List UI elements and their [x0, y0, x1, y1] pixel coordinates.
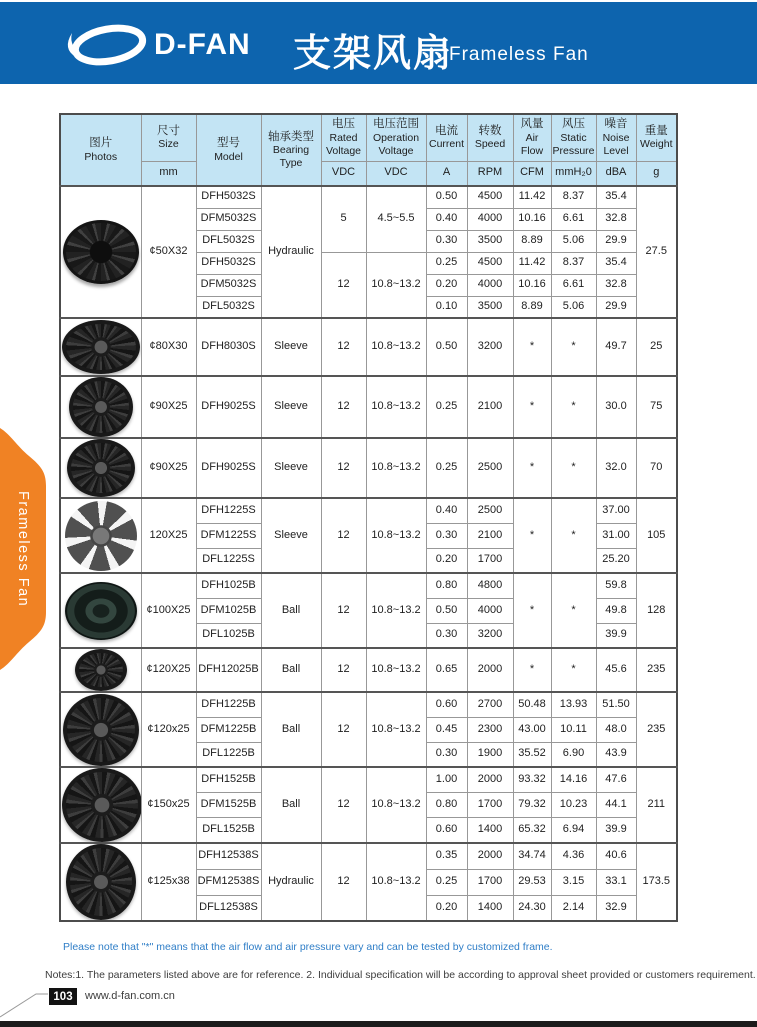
current-cell: 0.60: [426, 692, 467, 717]
pressure-cell: 8.37: [551, 252, 596, 274]
col-header-model-en: Model: [214, 150, 243, 163]
current-cell: 0.50: [426, 186, 467, 208]
noise-cell: 37.00: [596, 498, 636, 523]
photo-cell: [60, 438, 141, 498]
col-header-photos-en: Photos: [84, 150, 118, 163]
noise-cell: 49.8: [596, 598, 636, 623]
speed-cell: 3200: [467, 623, 513, 648]
col-header-current-en: Current: [428, 138, 464, 151]
noise-cell: 39.9: [596, 818, 636, 843]
airflow-cell: 11.42: [513, 252, 551, 274]
table-unit-row: [60, 161, 677, 186]
airflow-cell: 29.53: [513, 869, 551, 895]
speed-cell: 2500: [467, 498, 513, 523]
speed-cell: 1400: [467, 818, 513, 843]
airflow-cell: 34.74: [513, 843, 551, 869]
col-header-model: [196, 114, 261, 186]
current-cell: 0.20: [426, 548, 467, 573]
unit-vdc-rated: VDC: [321, 161, 366, 186]
rated-voltage-cell: 12: [321, 376, 366, 438]
table-row: [60, 186, 677, 208]
pressure-cell: 3.15: [551, 869, 596, 895]
col-header-current: [426, 114, 467, 161]
current-cell: 0.30: [426, 523, 467, 548]
fan-photo: [67, 439, 135, 497]
current-cell: 1.00: [426, 767, 467, 792]
pressure-cell: 10.11: [551, 717, 596, 742]
size-cell: ¢100X25: [141, 573, 196, 648]
bearing-cell: Sleeve: [261, 498, 321, 573]
col-header-bearing-zh: 轴承类型: [268, 130, 314, 143]
current-cell: 0.65: [426, 648, 467, 692]
bearing-cell: Hydraulic: [261, 186, 321, 318]
current-cell: 0.25: [426, 438, 467, 498]
fan-photo: [63, 220, 139, 284]
model-cell: DFH1025B: [196, 573, 261, 598]
operation-voltage-cell: 10.8~13.2: [366, 318, 426, 376]
noise-cell: 33.1: [596, 869, 636, 895]
rated-voltage-cell: 12: [321, 573, 366, 648]
size-cell: ¢125x38: [141, 843, 196, 921]
speed-cell: 3200: [467, 318, 513, 376]
photo-cell: [60, 498, 141, 573]
airflow-cell: *: [513, 648, 551, 692]
weight-cell: 173.5: [636, 843, 677, 921]
page-title-english: Frameless Fan: [449, 44, 589, 65]
pressure-cell: 4.36: [551, 843, 596, 869]
current-cell: 0.30: [426, 230, 467, 252]
operation-voltage-cell: 4.5~5.5: [366, 186, 426, 252]
current-cell: 0.25: [426, 252, 467, 274]
airflow-cell: 10.16: [513, 208, 551, 230]
table-row: [60, 648, 677, 692]
airflow-cell: 11.42: [513, 186, 551, 208]
airflow-cell: *: [513, 376, 551, 438]
current-cell: 0.80: [426, 792, 467, 817]
pressure-cell: *: [551, 318, 596, 376]
model-cell: DFH12538S: [196, 843, 261, 869]
airflow-cell: 93.32: [513, 767, 551, 792]
operation-voltage-cell: 10.8~13.2: [366, 252, 426, 318]
side-tab-label: Frameless Fan: [15, 490, 31, 608]
model-cell: DFL5032S: [196, 296, 261, 318]
fan-photo: [66, 844, 136, 920]
pressure-cell: 6.61: [551, 208, 596, 230]
pressure-cell: 10.23: [551, 792, 596, 817]
pressure-cell: 5.06: [551, 230, 596, 252]
model-cell: DFL1225B: [196, 742, 261, 767]
weight-cell: 235: [636, 692, 677, 767]
speed-cell: 3500: [467, 230, 513, 252]
unit-a: A: [426, 161, 467, 186]
speed-cell: 2100: [467, 523, 513, 548]
weight-cell: 128: [636, 573, 677, 648]
fan-photo: [62, 320, 140, 374]
speed-cell: 1700: [467, 792, 513, 817]
col-header-current-zh: 电流: [435, 125, 458, 137]
size-cell: ¢80X30: [141, 318, 196, 376]
current-cell: 0.50: [426, 318, 467, 376]
size-cell: ¢120X25: [141, 648, 196, 692]
reference-notes: Notes:1. The parameters listed above are for reference. 2. Individual specification will be according to approval sheet provided or customers requirement.: [45, 969, 756, 981]
noise-cell: 29.9: [596, 230, 636, 252]
noise-cell: 35.4: [596, 186, 636, 208]
model-cell: DFH5032S: [196, 252, 261, 274]
model-cell: DFM1225B: [196, 717, 261, 742]
unit-rpm: RPM: [467, 161, 513, 186]
model-cell: DFL12538S: [196, 895, 261, 921]
airflow-cell: *: [513, 498, 551, 573]
photo-cell: [60, 318, 141, 376]
pressure-cell: 5.06: [551, 296, 596, 318]
operation-voltage-cell: 10.8~13.2: [366, 498, 426, 573]
brand-name: D-FAN: [154, 28, 251, 61]
weight-cell: 70: [636, 438, 677, 498]
model-cell: DFM1525B: [196, 792, 261, 817]
col-header-bearing: [261, 114, 321, 186]
col-header-noise-zh: 噪音: [604, 118, 628, 131]
operation-voltage-cell: 10.8~13.2: [366, 438, 426, 498]
speed-cell: 2000: [467, 843, 513, 869]
weight-cell: 27.5: [636, 186, 677, 318]
speed-cell: 4000: [467, 274, 513, 296]
speed-cell: 1700: [467, 548, 513, 573]
speed-cell: 4000: [467, 598, 513, 623]
model-cell: DFM1025B: [196, 598, 261, 623]
col-header-operation-voltage-zh: 电压范围: [373, 118, 419, 131]
airflow-cell: *: [513, 573, 551, 648]
rated-voltage-cell: 12: [321, 252, 366, 318]
col-header-airflow-zh: 风量: [520, 118, 544, 131]
side-tab-frameless-fan: [0, 424, 46, 674]
col-header-size-zh: 尺寸: [157, 125, 180, 137]
noise-cell: 39.9: [596, 623, 636, 648]
operation-voltage-cell: 10.8~13.2: [366, 692, 426, 767]
noise-cell: 35.4: [596, 252, 636, 274]
speed-cell: 2500: [467, 438, 513, 498]
fan-photo: [65, 501, 137, 571]
airflow-cell: *: [513, 438, 551, 498]
noise-cell: 31.00: [596, 523, 636, 548]
current-cell: 0.80: [426, 573, 467, 598]
unit-g: g: [636, 161, 677, 186]
noise-cell: 32.8: [596, 274, 636, 296]
weight-cell: 105: [636, 498, 677, 573]
table-row: [60, 376, 677, 438]
fan-photo: [63, 694, 139, 766]
col-header-speed: [467, 114, 513, 161]
weight-cell: 25: [636, 318, 677, 376]
col-header-noise: [596, 114, 636, 161]
photo-cell: [60, 186, 141, 318]
rated-voltage-cell: 12: [321, 692, 366, 767]
asterisk-footnote: Please note that "*" means that the air flow and air pressure vary and can be tested by customized frame.: [63, 941, 553, 953]
operation-voltage-cell: 10.8~13.2: [366, 843, 426, 921]
model-cell: DFM5032S: [196, 274, 261, 296]
unit-mm: mm: [141, 161, 196, 186]
col-header-rated-voltage-zh: 电压: [332, 118, 355, 131]
speed-cell: 2700: [467, 692, 513, 717]
current-cell: 0.35: [426, 843, 467, 869]
airflow-cell: 50.48: [513, 692, 551, 717]
current-cell: 0.40: [426, 208, 467, 230]
airflow-cell: *: [513, 318, 551, 376]
website-url: www.d-fan.com.cn: [85, 990, 175, 1002]
airflow-cell: 8.89: [513, 230, 551, 252]
airflow-cell: 65.32: [513, 818, 551, 843]
noise-cell: 43.9: [596, 742, 636, 767]
operation-voltage-cell: 10.8~13.2: [366, 767, 426, 843]
model-cell: DFL1525B: [196, 818, 261, 843]
weight-cell: 235: [636, 648, 677, 692]
col-header-noise-en: Noise Level: [602, 131, 630, 157]
pressure-cell: *: [551, 376, 596, 438]
model-cell: DFH1225S: [196, 498, 261, 523]
bottom-edge-strip: [0, 1021, 757, 1027]
noise-cell: 51.50: [596, 692, 636, 717]
brand-logo: [62, 21, 251, 69]
bearing-cell: Ball: [261, 767, 321, 843]
fan-photo: [65, 582, 137, 640]
noise-cell: 32.8: [596, 208, 636, 230]
pressure-cell: *: [551, 498, 596, 573]
speed-cell: 1700: [467, 869, 513, 895]
col-header-pressure: [551, 114, 596, 161]
bearing-cell: Ball: [261, 648, 321, 692]
model-cell: DFM1225S: [196, 523, 261, 548]
rated-voltage-cell: 12: [321, 648, 366, 692]
current-cell: 0.40: [426, 498, 467, 523]
pressure-cell: 13.93: [551, 692, 596, 717]
rated-voltage-cell: 5: [321, 186, 366, 252]
col-header-operation-voltage-en: Operation Voltage: [372, 131, 420, 157]
model-cell: DFH8030S: [196, 318, 261, 376]
speed-cell: 4500: [467, 252, 513, 274]
rated-voltage-cell: 12: [321, 498, 366, 573]
noise-cell: 45.6: [596, 648, 636, 692]
speed-cell: 4000: [467, 208, 513, 230]
size-cell: ¢150x25: [141, 767, 196, 843]
airflow-cell: 24.30: [513, 895, 551, 921]
speed-cell: 2300: [467, 717, 513, 742]
airflow-cell: 8.89: [513, 296, 551, 318]
speed-cell: 4500: [467, 186, 513, 208]
current-cell: 0.20: [426, 895, 467, 921]
current-cell: 0.30: [426, 623, 467, 648]
photo-cell: [60, 843, 141, 921]
noise-cell: 30.0: [596, 376, 636, 438]
col-header-size-en: Size: [158, 138, 179, 151]
size-cell: ¢90X25: [141, 438, 196, 498]
model-cell: DFH9025S: [196, 438, 261, 498]
operation-voltage-cell: 10.8~13.2: [366, 573, 426, 648]
col-header-pressure-zh: 风压: [562, 118, 585, 131]
rated-voltage-cell: 12: [321, 843, 366, 921]
size-cell: 120X25: [141, 498, 196, 573]
operation-voltage-cell: 10.8~13.2: [366, 648, 426, 692]
table-header-row: [60, 114, 677, 161]
airflow-cell: 35.52: [513, 742, 551, 767]
speed-cell: 2000: [467, 648, 513, 692]
model-cell: DFM5032S: [196, 208, 261, 230]
page-title-chinese: 支架风扇: [293, 33, 454, 75]
photo-cell: [60, 648, 141, 692]
model-cell: DFH5032S: [196, 186, 261, 208]
fan-photo: [62, 768, 141, 842]
noise-cell: 29.9: [596, 296, 636, 318]
photo-cell: [60, 692, 141, 767]
unit-cfm: CFM: [513, 161, 551, 186]
pressure-cell: *: [551, 648, 596, 692]
table-row: [60, 692, 677, 717]
table-row: [60, 843, 677, 869]
current-cell: 0.25: [426, 376, 467, 438]
col-header-photos: [60, 114, 141, 186]
noise-cell: 32.0: [596, 438, 636, 498]
page-number-badge: 103: [49, 988, 77, 1005]
model-cell: DFL1025B: [196, 623, 261, 648]
current-cell: 0.10: [426, 296, 467, 318]
top-banner: [0, 2, 757, 84]
speed-cell: 2100: [467, 376, 513, 438]
col-header-airflow-en: Air Flow: [520, 131, 544, 157]
current-cell: 0.60: [426, 818, 467, 843]
spec-table: [59, 113, 678, 922]
swoosh-logo-icon: [62, 21, 150, 69]
fan-photo: [69, 377, 133, 437]
table-row: [60, 498, 677, 523]
pressure-cell: 6.90: [551, 742, 596, 767]
table-row: [60, 318, 677, 376]
model-cell: DFH12025B: [196, 648, 261, 692]
weight-cell: 211: [636, 767, 677, 843]
table-row: [60, 767, 677, 792]
speed-cell: 1900: [467, 742, 513, 767]
current-cell: 0.20: [426, 274, 467, 296]
noise-cell: 59.8: [596, 573, 636, 598]
photo-cell: [60, 376, 141, 438]
current-cell: 0.25: [426, 869, 467, 895]
bearing-cell: Sleeve: [261, 318, 321, 376]
model-cell: DFM12538S: [196, 869, 261, 895]
noise-cell: 32.9: [596, 895, 636, 921]
size-cell: ¢120x25: [141, 692, 196, 767]
unit-dba: dBA: [596, 161, 636, 186]
current-cell: 0.50: [426, 598, 467, 623]
bearing-cell: Sleeve: [261, 376, 321, 438]
operation-voltage-cell: 10.8~13.2: [366, 376, 426, 438]
bearing-cell: Sleeve: [261, 438, 321, 498]
weight-cell: 75: [636, 376, 677, 438]
pressure-cell: 14.16: [551, 767, 596, 792]
airflow-cell: 43.00: [513, 717, 551, 742]
size-cell: ¢50X32: [141, 186, 196, 318]
rated-voltage-cell: 12: [321, 767, 366, 843]
current-cell: 0.30: [426, 742, 467, 767]
col-header-model-zh: 型号: [217, 137, 240, 150]
unit-mmh2o: mmH₂0: [551, 161, 596, 186]
table-row: [60, 438, 677, 498]
photo-cell: [60, 767, 141, 843]
model-cell: DFH1525B: [196, 767, 261, 792]
noise-cell: 44.1: [596, 792, 636, 817]
model-cell: DFL1225S: [196, 548, 261, 573]
speed-cell: 4800: [467, 573, 513, 598]
bearing-cell: Ball: [261, 573, 321, 648]
col-header-bearing-en: Bearing Type: [272, 144, 310, 170]
airflow-cell: 10.16: [513, 274, 551, 296]
col-header-weight-en: Weight: [640, 138, 673, 151]
airflow-cell: 79.32: [513, 792, 551, 817]
speed-cell: 3500: [467, 296, 513, 318]
model-cell: DFH1225B: [196, 692, 261, 717]
col-header-airflow: [513, 114, 551, 161]
pressure-cell: 6.61: [551, 274, 596, 296]
photo-cell: [60, 573, 141, 648]
col-header-pressure-en: Static Pressure: [552, 131, 595, 157]
pressure-cell: *: [551, 438, 596, 498]
pressure-cell: 6.94: [551, 818, 596, 843]
col-header-size: [141, 114, 196, 161]
bearing-cell: Ball: [261, 692, 321, 767]
speed-cell: 2000: [467, 767, 513, 792]
noise-cell: 47.6: [596, 767, 636, 792]
speed-cell: 1400: [467, 895, 513, 921]
current-cell: 0.45: [426, 717, 467, 742]
unit-vdc-operation: VDC: [366, 161, 426, 186]
col-header-rated-voltage: [321, 114, 366, 161]
rated-voltage-cell: 12: [321, 438, 366, 498]
pressure-cell: 8.37: [551, 186, 596, 208]
col-header-weight: [636, 114, 677, 161]
table-row: [60, 573, 677, 598]
col-header-rated-voltage-en: Rated Voltage: [325, 131, 362, 157]
fan-photo: [75, 649, 127, 691]
noise-cell: 48.0: [596, 717, 636, 742]
pressure-cell: *: [551, 573, 596, 648]
bearing-cell: Hydraulic: [261, 843, 321, 921]
col-header-speed-zh: 转数: [478, 125, 502, 137]
size-cell: ¢90X25: [141, 376, 196, 438]
noise-cell: 40.6: [596, 843, 636, 869]
col-header-speed-en: Speed: [474, 138, 506, 151]
col-header-photos-zh: 图片: [89, 137, 113, 150]
noise-cell: 25.20: [596, 548, 636, 573]
noise-cell: 49.7: [596, 318, 636, 376]
col-header-operation-voltage: [366, 114, 426, 161]
pressure-cell: 2.14: [551, 895, 596, 921]
model-cell: DFL5032S: [196, 230, 261, 252]
col-header-weight-zh: 重量: [644, 125, 668, 137]
model-cell: DFH9025S: [196, 376, 261, 438]
rated-voltage-cell: 12: [321, 318, 366, 376]
